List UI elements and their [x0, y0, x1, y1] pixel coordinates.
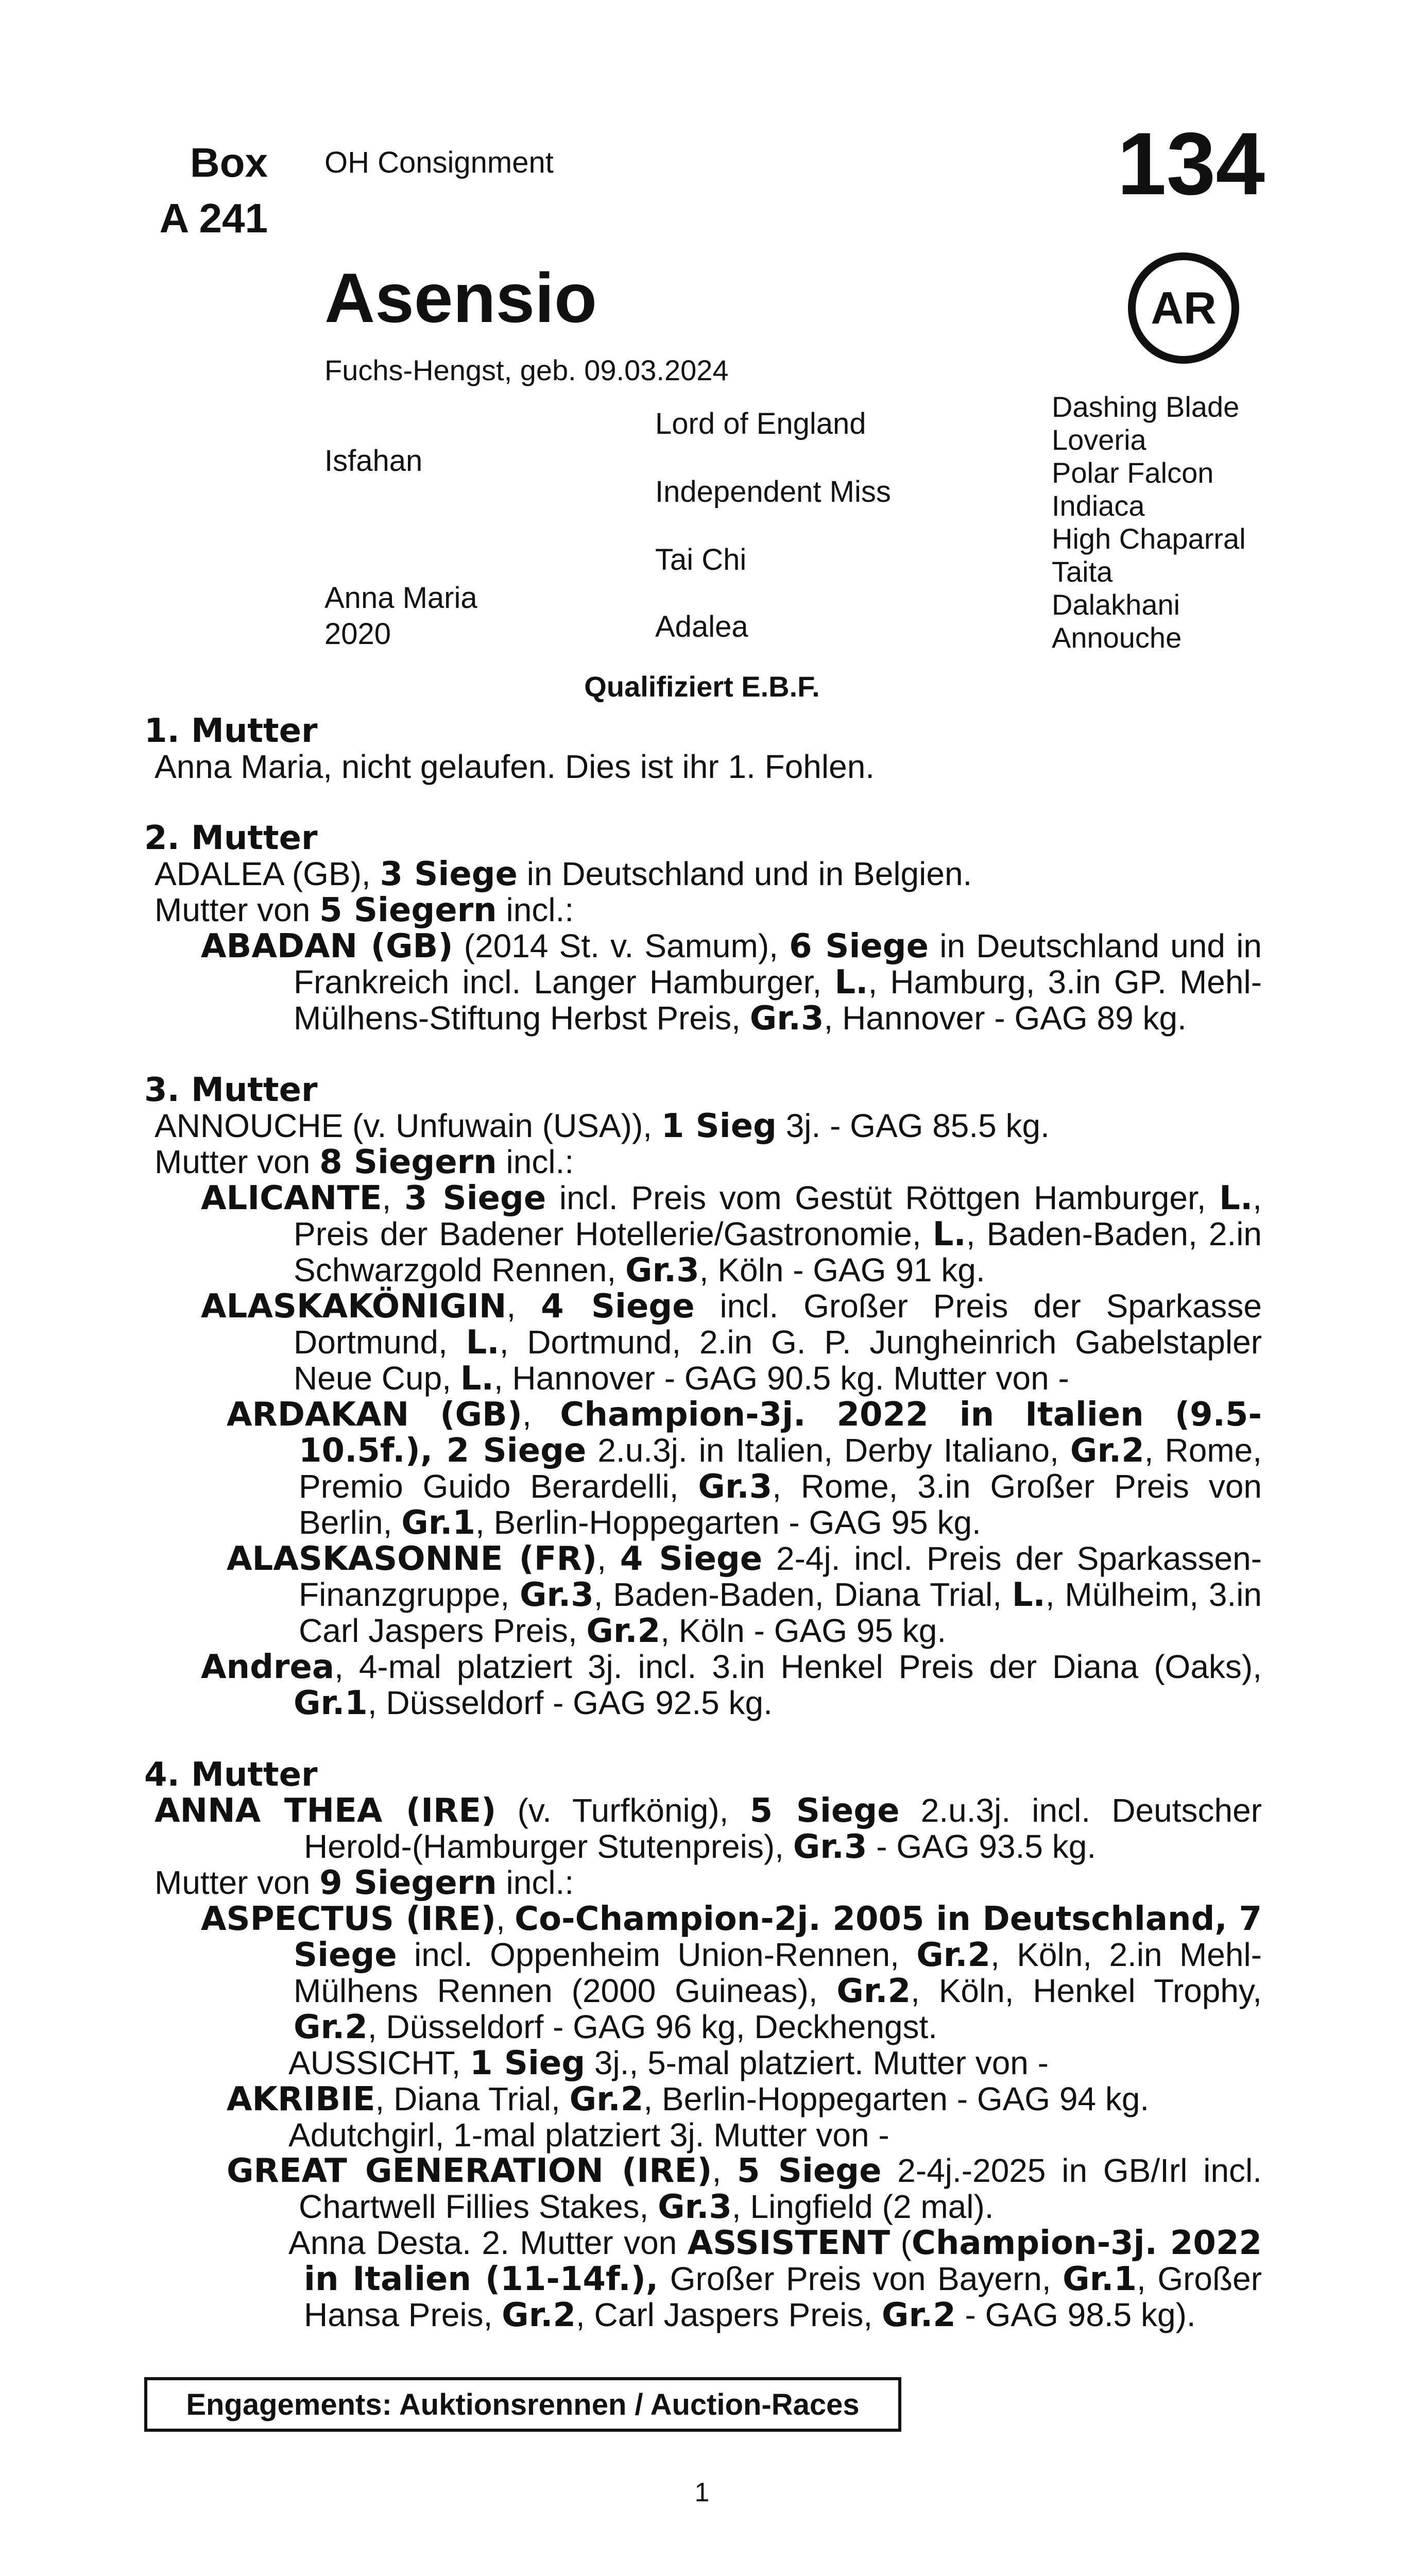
dam-4-grand-offspring: GREAT GENERATION (IRE), 5 Siege 2-4j.-2025 in GB/Irl incl. Chartwell Fillies Stakes, Gr.3, Lingfield (2 mal).	[227, 2152, 1262, 2226]
dam-3-winners: Mutter von 8 Siegern incl.:	[155, 1143, 574, 1181]
dam-2-offspring: ABADAN (GB) (2014 St. v. Samum), 6 Siege in Deutschland und in Frankreich incl. Langer Hamburger, L., Hamburg, 3.in GP. Mehl-Mülhens-Stiftung Herbst Preis, Gr.3, Hannover - GAG 89 kg.	[201, 927, 1262, 1038]
dam-4-offspring: ASPECTUS (IRE), Co-Champion-2j. 2005 in Deutschland, 7 Siege incl. Oppenheim Union-Rennen, Gr.2, Köln, 2.in Mehl-Mülhens Rennen (2000 Guineas), Gr.2, Köln, Henkel Trophy, Gr.2, Düsseldorf - GAG 96 kg, Deckhengst.	[201, 1900, 1262, 2046]
dam-3-offspring: ALASKAKÖNIGIN, 4 Siege incl. Großer Preis der Sparkasse Dortmund, L., Dortmund, 2.in G. P. Jungheinrich Gabelstapler Neue Cup, L., Hannover - GAG 90.5 kg. Mutter von -	[201, 1287, 1262, 1398]
lot-number: 134	[1117, 114, 1265, 213]
dam-1-record: Anna Maria, nicht gelaufen. Dies ist ihr 1. Fohlen.	[155, 748, 875, 785]
box-label: Box	[190, 140, 268, 185]
horse-name: Asensio	[324, 259, 597, 337]
pedigree-ancestor: Polar Falcon	[1052, 456, 1214, 489]
pedigree-grandparent: Adalea	[655, 610, 748, 643]
pedigree-grandparent: Lord of England	[655, 407, 866, 440]
dam-3-grand-offspring: ALASKASONNE (FR), 4 Siege 2-4j. incl. Preis der Sparkassen-Finanzgruppe, Gr.3, Baden-Baden, Diana Trial, L., Mülheim, 3.in Carl Jaspers Preis, Gr.2, Köln - GAG 95 kg.	[227, 1540, 1262, 1650]
engagements-box: Engagements: Auktionsrennen / Auction-Races	[144, 2377, 901, 2432]
ar-badge: AR	[1128, 252, 1239, 364]
consignment: OH Consignment	[324, 146, 554, 179]
pedigree-dam-year: 2020	[324, 617, 391, 651]
pedigree-ancestor: High Chaparral	[1052, 522, 1246, 555]
produce-record	[144, 714, 1262, 2333]
pedigree-ancestor: Dashing Blade	[1052, 391, 1240, 423]
dam-4-offspring: AUSSICHT, 1 Sieg 3j., 5-mal platziert. Mutter von -	[288, 2044, 1049, 2082]
box-id: A 241	[159, 195, 268, 241]
dam-4-grand-offspring: AKRIBIE, Diana Trial, Gr.2, Berlin-Hoppegarten - GAG 94 kg.	[227, 2080, 1150, 2119]
dam-2-intro: ADALEA (GB), 3 Siege in Deutschland und in Belgien.	[155, 855, 972, 893]
dam-4-offspring: Adutchgirl, 1-mal platziert 3j. Mutter von -	[288, 2116, 889, 2154]
pedigree-dam: Anna Maria	[324, 581, 477, 615]
section-heading-dam-2: 2. Mutter	[144, 819, 318, 857]
box-number	[144, 135, 268, 246]
qualification: Qualifiziert E.B.F.	[584, 670, 820, 703]
pedigree-ancestor: Indiaca	[1052, 489, 1145, 522]
pedigree-ancestor: Loveria	[1052, 423, 1146, 456]
pedigree-ancestor: Annouche	[1052, 621, 1182, 654]
dam-4-offspring: Anna Desta. 2. Mutter von ASSISTENT (Champion-3j. 2022 in Italien (11-14f.), Großer Preis von Bayern, Gr.1, Großer Hansa Preis, Gr.2, Carl Jaspers Preis, Gr.2 - GAG 98.5 kg).	[288, 2224, 1262, 2334]
dam-3-grand-offspring: ARDAKAN (GB), Champion-3j. 2022 in Italien (9.5-10.5f.), 2 Siege 2.u.3j. in Italien, Derby Italiano, Gr.2, Rome, Premio Guido Berardelli, Gr.3, Rome, 3.in Großer Preis von Berlin, Gr.1, Berlin-Hoppegarten - GAG 95 kg.	[227, 1396, 1262, 1542]
horse-description: Fuchs-Hengst, geb. 09.03.2024	[324, 354, 729, 386]
dam-4-intro: ANNA THEA (IRE) (v. Turfkönig), 5 Siege 2.u.3j. incl. Deutscher Herold-(Hamburger Stutenpreis), Gr.3 - GAG 93.5 kg.	[155, 1792, 1262, 1866]
dam-3-offspring: Andrea, 4-mal platziert 3j. incl. 3.in Henkel Preis der Diana (Oaks), Gr.1, Düsseldorf - GAG 92.5 kg.	[201, 1648, 1262, 1722]
pedigree-grandparent: Tai Chi	[655, 543, 747, 577]
dam-3-offspring: ALICANTE, 3 Siege incl. Preis vom Gestüt Röttgen Hamburger, L., Preis der Badener Hotellerie/Gastronomie, L., Baden-Baden, 2.in Schwarzgold Rennen, Gr.3, Köln - GAG 91 kg.	[201, 1179, 1262, 1290]
section-heading-dam-4: 4. Mutter	[144, 1756, 318, 1794]
pedigree-ancestor: Taita	[1052, 555, 1113, 588]
dam-3-intro: ANNOUCHE (v. Unfuwain (USA)), 1 Sieg 3j. - GAG 85.5 kg.	[155, 1107, 1050, 1145]
page-number: 1	[694, 2478, 710, 2507]
pedigree-sire: Isfahan	[324, 444, 423, 478]
section-heading-dam-3: 3. Mutter	[144, 1071, 318, 1109]
dam-4-winners: Mutter von 9 Siegern incl.:	[155, 1864, 574, 1902]
section-heading-dam-1: 1. Mutter	[144, 712, 318, 750]
pedigree-grandparent: Independent Miss	[655, 475, 891, 509]
pedigree-great-grandparents	[1052, 391, 1246, 654]
dam-2-winners: Mutter von 5 Siegern incl.:	[155, 891, 574, 929]
pedigree-ancestor: Dalakhani	[1052, 588, 1180, 621]
